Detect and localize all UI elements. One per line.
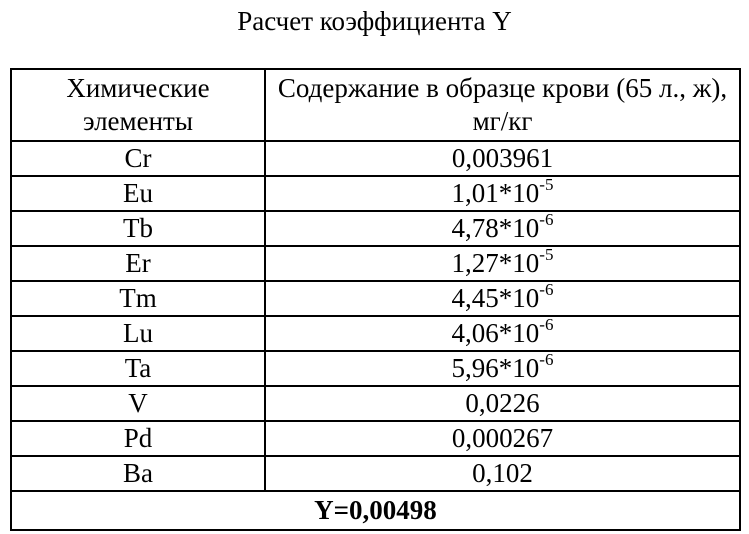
value-mantissa: 1,01*10 [451, 178, 540, 208]
value-mantissa: 4,06*10 [451, 318, 540, 348]
value-exponent: -6 [539, 315, 554, 334]
value-mantissa: 0,0226 [465, 388, 540, 418]
table-row [11, 351, 740, 386]
table-row [11, 386, 740, 421]
column-header-content: Содержание в образце крови (65 л., ж), мг/кг [265, 69, 740, 141]
element-cell: Eu [11, 176, 265, 211]
total-value: Y=0,00498 [11, 491, 740, 530]
value-cell [265, 176, 740, 211]
element-cell: V [11, 386, 265, 421]
table-row [11, 176, 740, 211]
value-cell [265, 141, 740, 176]
element-cell: Ba [11, 456, 265, 491]
value-exponent: -6 [539, 280, 554, 299]
element-cell: Ta [11, 351, 265, 386]
table-row [11, 421, 740, 456]
value-mantissa: 5,96*10 [451, 353, 540, 383]
value-exponent: -5 [539, 245, 554, 264]
value-cell [265, 351, 740, 386]
value-cell [265, 316, 740, 351]
value-exponent: -5 [539, 175, 554, 194]
value-mantissa: 4,45*10 [451, 283, 540, 313]
value-cell [265, 281, 740, 316]
table-row [11, 141, 740, 176]
value-mantissa: 0,003961 [451, 143, 554, 173]
value-cell [265, 246, 740, 281]
value-mantissa: 1,27*10 [451, 248, 540, 278]
table-header-row [11, 69, 740, 141]
table-row [11, 246, 740, 281]
column-header-elements: Химические элементы [11, 69, 265, 141]
value-cell [265, 421, 740, 456]
value-mantissa: 4,78*10 [451, 213, 540, 243]
table-row [11, 281, 740, 316]
table-row [11, 316, 740, 351]
table-row [11, 456, 740, 491]
value-exponent: -6 [539, 210, 554, 229]
coefficient-table [10, 68, 741, 531]
value-cell [265, 211, 740, 246]
value-exponent: -6 [539, 350, 554, 369]
element-cell: Cr [11, 141, 265, 176]
total-row [11, 491, 740, 530]
value-cell [265, 386, 740, 421]
element-cell: Er [11, 246, 265, 281]
element-cell: Lu [11, 316, 265, 351]
value-mantissa: 0,102 [472, 458, 533, 488]
table-row [11, 211, 740, 246]
page-title: Расчет коэффициента Y [237, 6, 512, 36]
element-cell: Tm [11, 281, 265, 316]
value-cell [265, 456, 740, 491]
element-cell: Pd [11, 421, 265, 456]
value-mantissa: 0,000267 [451, 423, 554, 453]
element-cell: Tb [11, 211, 265, 246]
